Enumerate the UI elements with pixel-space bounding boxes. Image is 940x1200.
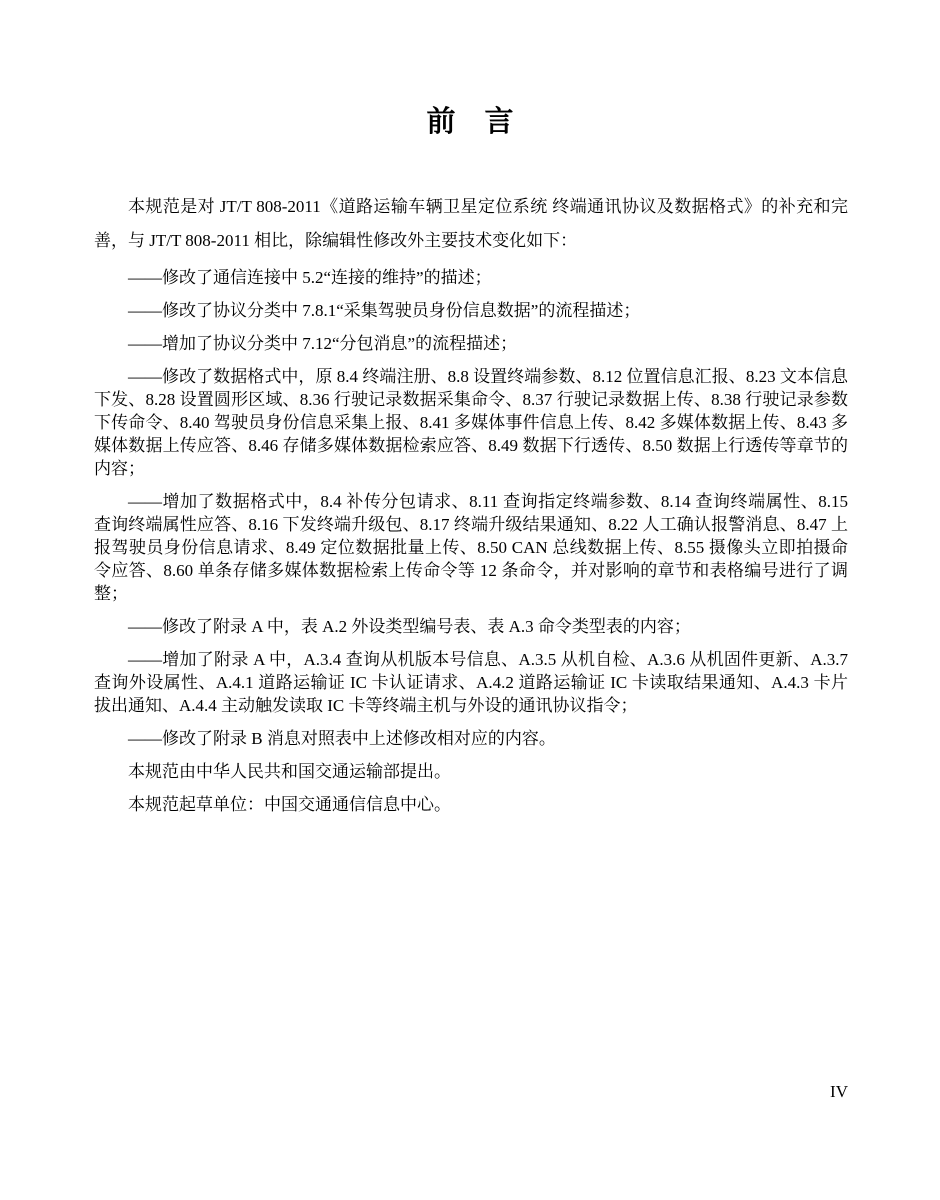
change-item-2: ——修改了协议分类中 7.8.1“采集驾驶员身份信息数据”的流程描述； bbox=[128, 301, 641, 320]
change-item-7: ——增加了附录 A 中，A.3.4 查询从机版本号信息、A.3.5 从机自检、A.3.6 从机固件更新、A.3.7 查询外设属性、A.4.1 道路运输证 IC 卡认证请求、A.4.2 道路运输证 IC 卡读取结果通知、A.4.3 卡片拔出通知、A.4.4 主动触发读取 IC 卡等终端主机与外设的通讯协议指令； bbox=[94, 650, 848, 715]
page-number: IV bbox=[830, 1082, 848, 1101]
change-item-4: ——修改了数据格式中，原 8.4 终端注册、8.8 设置终端参数、8.12 位置信息汇报、8.23 文本信息下发、8.28 设置圆形区域、8.36 行驶记录数据采集命令、8.37 行驶记录数据上传、8.38 行驶记录参数下传命令、8.40 驾驶员身份信息采集上报、8.41 多媒体事件信息上传、8.42 多媒体数据上传、8.43 多媒体数据上传应答、8.46 存储多媒体数据检索应答、8.49 数据下行透传、8.50 数据上行透传等章节的内容； bbox=[94, 367, 848, 478]
intro-paragraph: 本规范是对 JT/T 808-2011《道路运输车辆卫星定位系统 终端通讯协议及数据格式》的补充和完善，与 JT/T 808-2011 相比，除编辑性修改外主要技术变化如下： bbox=[94, 197, 848, 250]
change-item-3: ——增加了协议分类中 7.12“分包消息”的流程描述； bbox=[128, 334, 518, 353]
change-item-1: ——修改了通信连接中 5.2“连接的维持”的描述； bbox=[128, 268, 492, 287]
foreword-content bbox=[94, 190, 848, 826]
change-item-8: ——修改了附录 B 消息对照表中上述修改相对应的内容。 bbox=[128, 729, 556, 748]
closing-paragraph-issuer: 本规范由中华人民共和国交通运输部提出。 bbox=[128, 762, 451, 781]
change-item-5: ——增加了数据格式中，8.4 补传分包请求、8.11 查询指定终端参数、8.14 查询终端属性、8.15 查询终端属性应答、8.16 下发终端升级包、8.17 终端升级结果通知、8.22 人工确认报警消息、8.47 上报驾驶员身份信息请求、8.49 定位数据批量上传、8.50 CAN 总线数据上传、8.55 摄像头立即拍摄命令应答、8.60 单条存储多媒体数据检索上传命令等 12 条命令，并对影响的章节和表格编号进行了调整； bbox=[94, 492, 848, 603]
change-item-6: ——修改了附录 A 中，表 A.2 外设类型编号表、表 A.3 命令类型表的内容； bbox=[128, 617, 691, 636]
page-title: 前 言 bbox=[426, 106, 514, 138]
closing-paragraph-drafter: 本规范起草单位：中国交通通信信息中心。 bbox=[128, 795, 451, 814]
